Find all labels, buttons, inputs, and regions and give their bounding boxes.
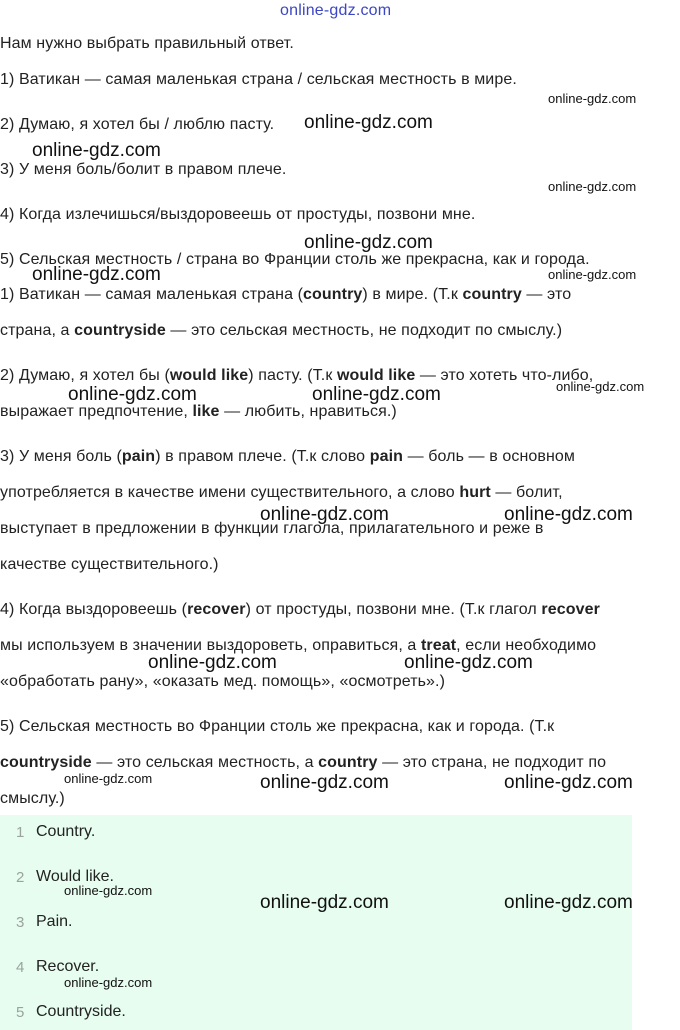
answer-text: Would like. [36, 868, 114, 885]
explanation-3-line-2: употребляется в качестве имени существительного, а слово hurt — болит, [0, 484, 563, 501]
explanation-3-line-1: 3) У меня боль (pain) в правом плече. (Т.к слово pain — боль — в основном [0, 448, 576, 465]
answer-text: Countryside. [36, 1003, 126, 1020]
answer-text: Recover. [36, 958, 100, 975]
answer-number: 4 [16, 959, 25, 976]
watermark: online-gdz.com [504, 504, 633, 525]
watermark: online-gdz.com [548, 91, 637, 106]
watermark: online-gdz.com [304, 112, 433, 133]
explanation-5-line-3: смыслу.) [0, 790, 65, 807]
explanation-4-line-1: 4) Когда выздоровеешь (recover) от простуды, позвони мне. (Т.к глагол recover [0, 601, 600, 618]
watermark: online-gdz.com [32, 264, 161, 285]
watermark: online-gdz.com [64, 975, 153, 990]
watermark: online-gdz.com [260, 772, 389, 793]
question-1: 1) Ватикан — самая маленькая страна / сельская местность в мире. [0, 71, 517, 88]
watermark: online-gdz.com [504, 772, 633, 793]
answer-number: 1 [16, 824, 25, 841]
answer-text: Pain. [36, 913, 73, 930]
explanation-5-line-2: countryside — это сельская местность, а country — это страна, не подходит по [0, 754, 607, 771]
explanation-5-line-1: 5) Сельская местность во Франции столь же прекрасна, как и города. (Т.к [0, 718, 555, 735]
watermark: online-gdz.com [32, 140, 161, 161]
watermark: online-gdz.com [548, 179, 637, 194]
explanation-2-line-2: выражает предпочтение, like — любить, нравиться.) [0, 403, 397, 420]
question-5: 5) Сельская местность / страна во Франции столь же прекрасна, как и города. [0, 251, 590, 268]
answer-text: Country. [36, 823, 96, 840]
watermark: online-gdz.com [68, 384, 197, 405]
watermark: online-gdz.com [404, 652, 533, 673]
watermark: online-gdz.com [556, 379, 645, 394]
watermark: online-gdz.com [64, 771, 153, 786]
explanation-4-line-2: мы используем в значении выздороветь, оправиться, а treat, если необходимо [0, 637, 597, 654]
watermark: online-gdz.com [504, 892, 633, 913]
question-3: 3) У меня боль/болит в правом плече. [0, 161, 287, 178]
explanation-4-line-3: «обработать рану», «оказать мед. помощь», «осмотреть».) [0, 673, 446, 690]
answer-number: 3 [16, 914, 25, 931]
watermark: online-gdz.com [312, 384, 441, 405]
explanation-3-line-3: выступает в предложении в функции глагола, прилагательного и реже в [0, 520, 544, 537]
site-watermark-top: online-gdz.com [280, 2, 392, 19]
answer-number: 5 [16, 1004, 25, 1021]
watermark: online-gdz.com [148, 652, 277, 673]
watermark: online-gdz.com [304, 232, 433, 253]
answer-number: 2 [16, 869, 25, 886]
watermark: online-gdz.com [64, 883, 153, 898]
question-2: 2) Думаю, я хотел бы / люблю пасту. [0, 116, 275, 133]
explanation-2-line-1: 2) Думаю, я хотел бы (would like) пасту. (Т.к would like — это хотеть что-либо, [0, 367, 594, 384]
explanation-1-line-2: страна, а countryside — это сельская местность, не подходит по смыслу.) [0, 322, 563, 339]
intro-text: Нам нужно выбрать правильный ответ. [0, 35, 294, 52]
watermark: online-gdz.com [548, 267, 637, 282]
explanation-1-line-1: 1) Ватикан — самая маленькая страна (country) в мире. (Т.к country — это [0, 286, 572, 303]
question-4: 4) Когда излечишься/выздоровеешь от простуды, позвони мне. [0, 206, 476, 223]
explanation-3-line-4: качестве существительного.) [0, 556, 219, 573]
watermark: online-gdz.com [260, 892, 389, 913]
watermark: online-gdz.com [260, 504, 389, 525]
answer-box [0, 815, 632, 1030]
